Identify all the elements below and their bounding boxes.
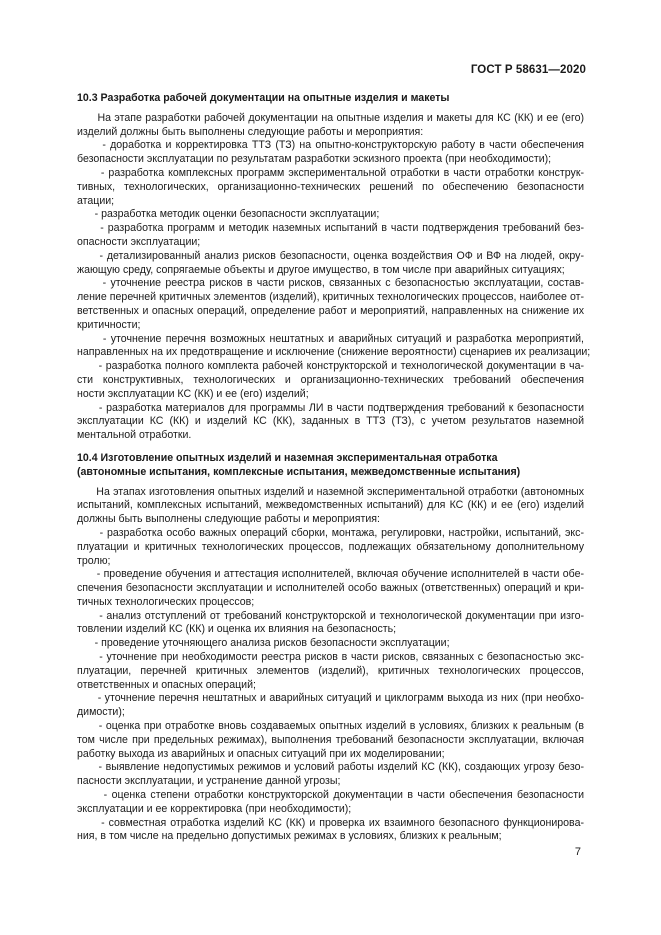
paragraph (77, 486, 584, 527)
paragraph-line: плуатации, перечней критичных элементов (изделий), критичных технологических процессов, (77, 664, 584, 677)
paragraph-line: - анализ отступлений от требований конструкторской и технологической документации при изго- (77, 609, 584, 622)
paragraph (77, 222, 584, 250)
page-number: 7 (574, 846, 581, 858)
paragraph (77, 527, 584, 568)
paragraph-line: сти конструктивных, технологических и организационно-технических требований обеспечения (77, 373, 584, 386)
paragraph (77, 817, 584, 845)
paragraph (77, 402, 584, 443)
paragraph-line: изделий должны быть выполнены следующие работы и мероприятия: (77, 125, 424, 138)
paragraph (77, 692, 584, 720)
paragraph (77, 332, 591, 361)
paragraph-line: - оценка степени отработки конструкторской документации в части обеспечения безопасности (77, 789, 584, 802)
paragraph-line: На этапе разработки рабочей документации на опытные изделия и макеты для КС (КК) и ее (его) (77, 111, 584, 124)
paragraph-line: жающую среду, сопрягаемые объекты и другое имущество, в том числе при аварийных ситуациях; (77, 263, 565, 276)
paragraph-line: - уточнение перечня нештатных и аварийных ситуаций и циклограмм выхода из них (при необхо- (77, 692, 584, 705)
section-heading (77, 92, 584, 106)
paragraph-line: - разработка комплексных программ экспериментальной отработки в части отработки конструк- (77, 166, 584, 179)
paragraph (77, 277, 584, 332)
paragraph-line: спечения безопасности эксплуатации и исполнителей особо важных (ответственных) операций и кри- (77, 582, 584, 595)
section (77, 92, 591, 443)
paragraph-line: - совместная отработка изделий КС (КК) и проверка их взаимного безопасного функционирова- (77, 816, 584, 829)
paragraph (77, 112, 584, 140)
paragraph-line: работку выхода из аварийных и опасных ситуаций при их моделировании; (77, 747, 445, 760)
paragraph-line: товлении изделий КС (КК) и оценка их влияния на безопасность; (77, 623, 397, 636)
paragraph (77, 789, 584, 817)
paragraph-line: опасности эксплуатации; (77, 235, 201, 248)
paragraph-line: - разработка методик оценки безопасности эксплуатации; (77, 208, 380, 221)
paragraph-line: димости); (77, 706, 125, 719)
standard-designation: ГОСТ Р 58631—2020 (470, 64, 586, 76)
paragraph-line: - доработка и корректировка ТТЗ (ТЗ) на опытно-конструкторскую работу в части обеспечения (77, 139, 584, 152)
paragraph (77, 651, 584, 692)
paragraph-line: ветственных и опасных операций, определение работ и мероприятий, направленных на снижение их (77, 304, 584, 317)
paragraph-line: атации; (77, 194, 115, 207)
paragraph (77, 761, 584, 789)
paragraph-line: ности эксплуатации КС (КК) и ее (его) изделий; (77, 387, 309, 400)
section (77, 452, 584, 844)
section-heading (77, 452, 584, 480)
paragraph (77, 568, 584, 609)
paragraph-line: пасности эксплуатации, и устранение данной угрозы; (77, 775, 341, 788)
paragraph-line: должны быть выполнены следующие работы и мероприятия: (77, 513, 380, 526)
paragraph-line: - проведение обучения и аттестация исполнителей, включая обучение исполнителей в части обе- (77, 568, 584, 581)
paragraph-line: эксплуатации КС (КК) и изделий КС (КК), заданных в ТТЗ (ТЗ), с учетом результатов наземной (77, 415, 584, 428)
paragraph-line: - проведение уточняющего анализа рисков безопасности эксплуатации; (77, 637, 450, 650)
paragraph (77, 610, 584, 638)
paragraph-line: - уточнение реестра рисков в части рисков, связанных с безопасностью эксплуатации, состав- (77, 277, 584, 290)
paragraph-line: - уточнение перечня возможных нештатных и аварийных ситуаций и разработка мероприятий, (77, 332, 584, 345)
paragraph-line: - разработка материалов для программы ЛИ в части подтверждения требований к безопасности (77, 401, 584, 414)
section-heading-line: 10.3 Разработка рабочей документации на опытные изделия и макеты (77, 92, 450, 104)
section-heading-line: (автономные испытания, комплексные испытания, межведомственные испытания) (77, 465, 521, 478)
paragraph-line: - оценка при отработке вновь создаваемых опытных изделий в условиях, близких к реальным (в (77, 720, 584, 733)
paragraph-line: испытаний, комплексных испытаний, межведомственных испытаний) для КС (КК) и ее (его) изделий (77, 499, 584, 512)
paragraph-line: ния, в том числе на предельно допустимых режимах в условиях, близких к реальным; (77, 830, 502, 843)
paragraph-line: том числе при предельных режимах), выполнения требований безопасности эксплуатации, включая (77, 733, 584, 746)
paragraph-line: - разработка полного комплекта рабочей конструкторской и технологической документации в ча- (77, 360, 584, 373)
paragraph-line: ментальной отработки. (77, 429, 192, 442)
paragraph-line: - разработка программ и методик наземных испытаний в части подтверждения требований без- (77, 222, 584, 235)
paragraph-line: - выявление недопустимых режимов и условий работы изделий КС (КК), создающих угрозу безо- (77, 761, 584, 774)
paragraph-line: плуатации и критичных технологических процессов, подлежащих обязательному дополнительному (77, 540, 584, 553)
paragraph-line: - уточнение при необходимости реестра рисков в части рисков, связанных с безопасностью экс- (77, 651, 584, 664)
paragraph-line: - разработка особо важных операций сборки, монтажа, регулировки, настройки, испытаний, экс- (77, 526, 584, 539)
paragraph-line: тролю; (77, 554, 111, 567)
paragraph-line: - детализированный анализ рисков безопасности, оценка воздействия ОФ и ВФ на людей, окру- (77, 249, 584, 262)
paragraph (77, 208, 584, 222)
paragraph-line: эксплуатации и ее корректировка (при необходимости); (77, 802, 352, 815)
paragraph-line: ление перечней критичных элементов (изделий), критичных технологических процессов, наиболее от- (77, 291, 584, 304)
section-heading-line: 10.4 Изготовление опытных изделий и наземная экспериментальная отработка (77, 451, 498, 464)
paragraph (77, 360, 584, 401)
paragraph-line: критичности; (77, 318, 141, 331)
paragraph-line: На этапах изготовления опытных изделий и наземной экспериментальной отработки (автономных (77, 485, 584, 498)
paragraph (77, 720, 584, 761)
paragraph-line: тивных, технологических, организационно-технических решений по обеспечению безопасности (77, 180, 584, 193)
paragraph-line: направленных на их предотвращение и исключение (снижение вероятности) сценариев их реализации; (77, 346, 591, 359)
document-body (77, 92, 591, 844)
paragraph (77, 250, 584, 278)
section-gap (77, 443, 584, 452)
paragraph (77, 167, 584, 208)
paragraph-line: тичных технологических процессов; (77, 595, 255, 608)
paragraph-line: безопасности эксплуатации по результатам разработки эскизного проекта (при необходимости); (77, 153, 552, 166)
paragraph (77, 637, 584, 651)
paragraph-line: ответственных и опасных операций; (77, 678, 256, 691)
paragraph (77, 139, 584, 167)
